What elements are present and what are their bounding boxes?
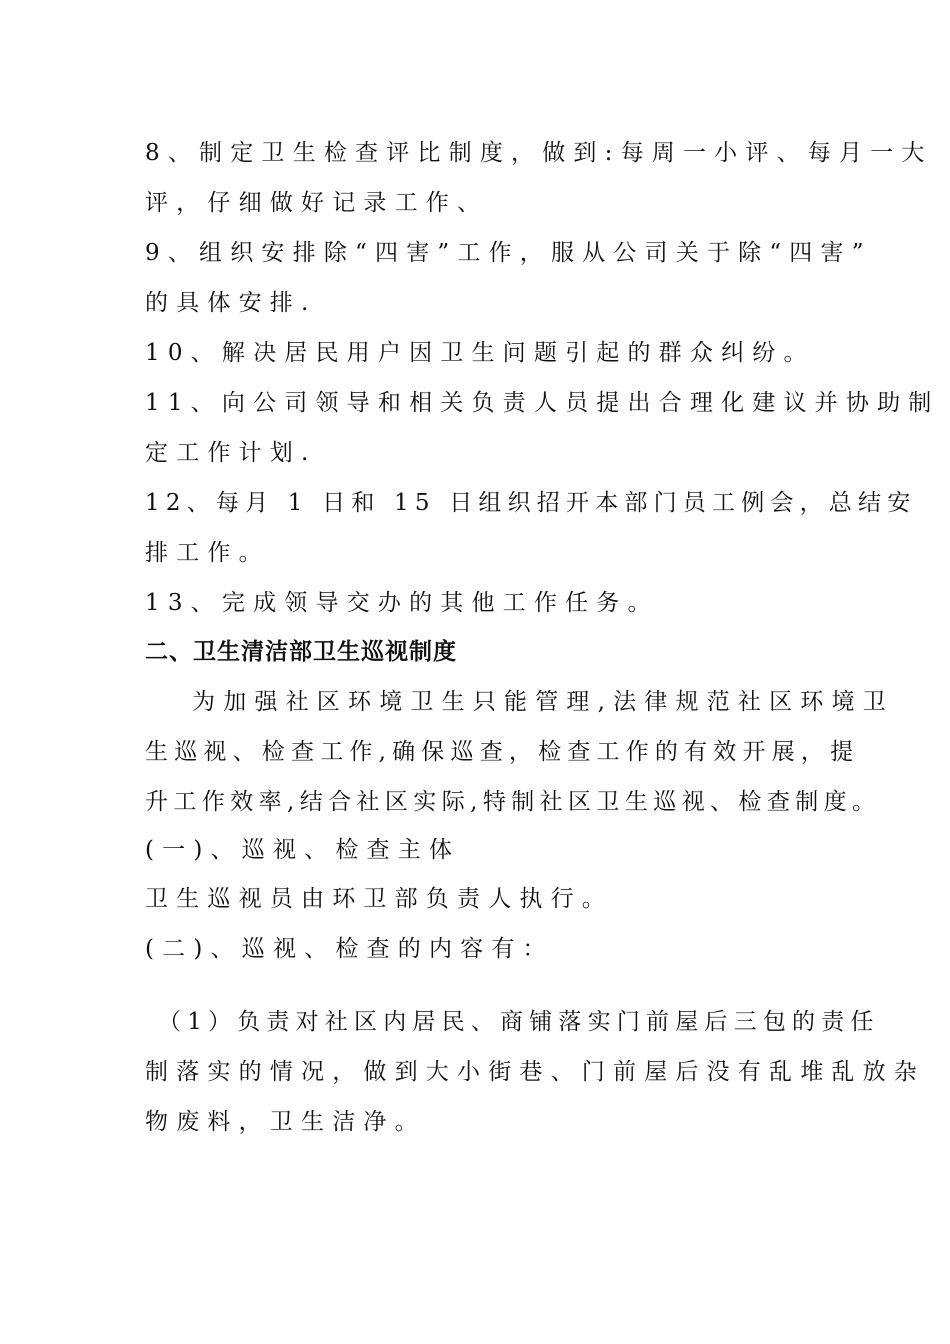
section-heading: 二、卫生清洁部卫生巡视制度: [145, 638, 457, 665]
item-12-line-2: 排工作。: [145, 540, 270, 566]
point-1-line-2: 制落实的情况，做到大小街巷、门前屋后没有乱堆乱放杂: [145, 1059, 925, 1085]
point-1-line-1: （1）负责对社区内居民、商铺落实门前屋后三包的责任: [158, 1009, 880, 1035]
item-11-line-2: 定工作计划.: [145, 440, 317, 466]
intro-line-3: 升工作效率,结合社区实际,特制社区卫生巡视、检查制度。: [145, 789, 881, 815]
item-9-line-2: 的具体安排.: [145, 290, 317, 316]
item-12-line-1: 12、每月 1 日和 15 日组织招开本部门员工例会，总结安: [145, 490, 917, 516]
intro-line-2: 生巡视、检查工作,确保巡查，检查工作的有效开展，提: [145, 739, 860, 765]
item-11-line-1: 11、向公司领导和相关负责人员提出合理化建议并协助制: [145, 390, 940, 416]
item-9-line-1: 9、组织安排除“四害”工作，服从公司关于除“四害”: [145, 240, 872, 266]
subsection-1-heading: (一)、巡视、检查主体: [145, 837, 461, 863]
subsection-1-text: 卫生巡视员由环卫部负责人执行。: [145, 886, 613, 912]
point-1-line-3: 物废料，卫生洁净。: [145, 1109, 426, 1135]
item-8-line-1: 8、制定卫生检查评比制度，做到:每周一小评、每月一大: [145, 140, 933, 166]
item-13-line-1: 13、完成领导交办的其他工作任务。: [145, 590, 659, 616]
subsection-2-heading: (二)、巡视、检查的内容有：: [145, 936, 554, 962]
item-10-line-1: 10、解决居民用户因卫生问题引起的群众纠纷。: [145, 340, 815, 366]
intro-line-1: 为加强社区环境卫生只能管理,法律规范社区环境卫: [192, 689, 894, 715]
item-8-line-2: 评，仔细做好记录工作、: [145, 190, 489, 216]
